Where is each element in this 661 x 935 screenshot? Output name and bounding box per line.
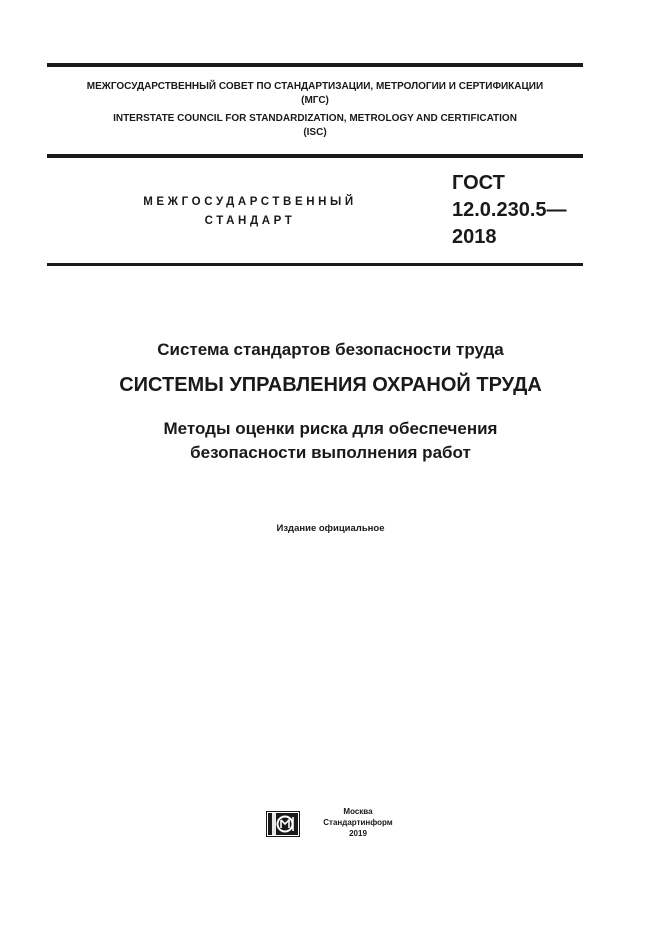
council-ru: МЕЖГОСУДАРСТВЕННЫЙ СОВЕТ ПО СТАНДАРТИЗАЦИИ, МЕТРОЛОГИИ И СЕРТИФИКАЦИИ: [86, 81, 544, 92]
council-en: INTERSTATE COUNCIL FOR STANDARDIZATION, METROLOGY AND CERTIFICATION: [113, 113, 517, 124]
series-title: Система стандартов безопасности труда: [157, 340, 504, 359]
main-title: СИСТЕМЫ УПРАВЛЕНИЯ ОХРАНОЙ ТРУДА: [119, 374, 542, 396]
standard-code: [452, 170, 567, 251]
sub-title-line2: безопасности выполнения работ: [190, 443, 471, 462]
sub-title: [0, 417, 661, 465]
header-divider: [47, 154, 583, 158]
imprint-city: Москва: [343, 807, 373, 816]
standartinform-logo-icon: [266, 811, 300, 837]
council-en-abbr: (ISC): [303, 127, 327, 138]
code-year: 2018: [452, 226, 497, 248]
top-rule: [47, 63, 583, 67]
sub-title-line1: Методы оценки риска для обеспечения: [163, 419, 498, 438]
code-prefix: ГОСТ: [452, 172, 505, 194]
standard-kind-line2: СТАНДАРТ: [204, 215, 296, 227]
imprint-publisher: Стандартинформ: [323, 818, 393, 827]
standard-kind-line1: МЕЖГОСУДАРСТВЕННЫЙ: [143, 196, 357, 208]
imprint-year: 2019: [349, 829, 367, 838]
edition-label: Издание официальное: [276, 523, 385, 534]
code-number: 12.0.230.5—: [452, 199, 567, 221]
imprint: [310, 806, 406, 839]
council-ru-abbr: (МГС): [301, 95, 329, 106]
code-divider: [47, 263, 583, 266]
